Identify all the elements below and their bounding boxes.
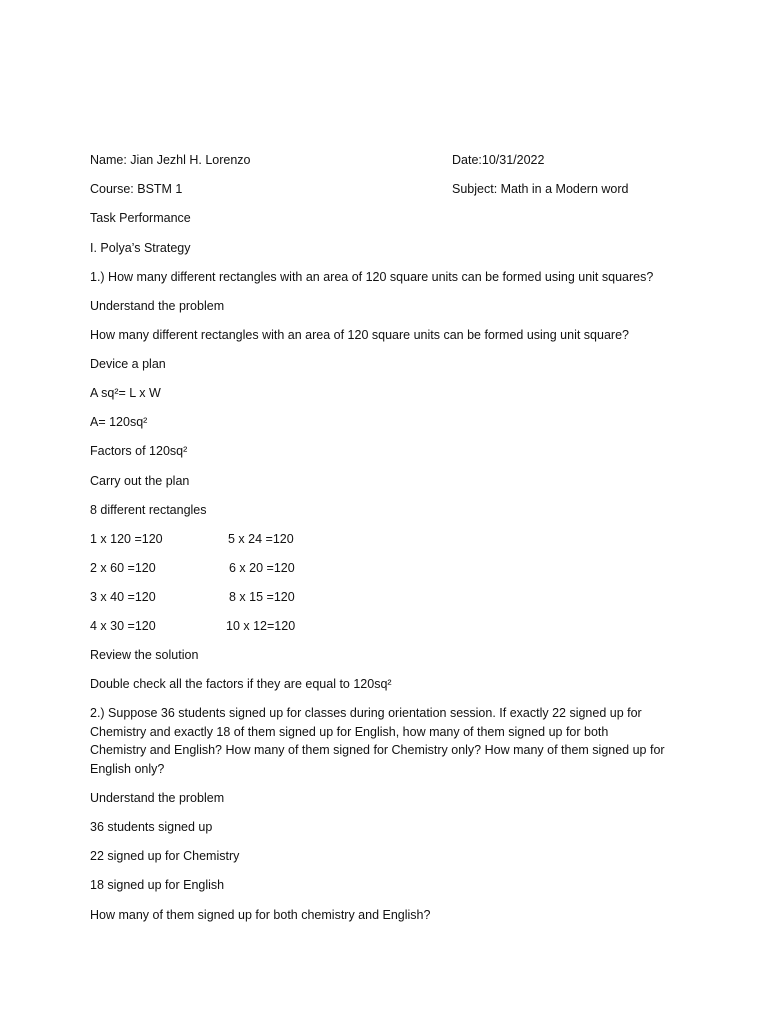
task-title: Task Performance [90,211,191,225]
plan-factors: Factors of 120sq² [90,444,188,458]
plan-formula: A sq²= L x W [90,386,161,400]
factor-left: 2 x 60 =120 [90,561,156,575]
understand-heading: Understand the problem [90,299,225,313]
factor-right: 6 x 20 =120 [229,561,295,575]
factor-left: 4 x 30 =120 [90,619,156,633]
problem2-line: 22 signed up for Chemistry [90,849,240,863]
carry-heading: Carry out the plan [90,474,190,488]
course: Course: BSTM 1 [90,182,183,196]
understand-text: How many different rectangles with an area of 120 square units can be formed using unit square? [90,328,629,342]
problem2-question: 2.) Suppose 36 students signed up for classes during orientation session. If exactly 22 signed up for Chemistry and exactly 18 of them signed up for English, how many of them signed up for both Chemistry and English? How many of them signed for Chemistry only? How many of them signed up for English only? [90,706,665,776]
student-name: Name: Jian Jezhl H. Lorenzo [90,153,251,167]
carry-text: 8 different rectangles [90,503,207,517]
factor-left: 1 x 120 =120 [90,532,163,546]
section-title: I. Polya’s Strategy [90,241,191,255]
review-text: Double check all the factors if they are equal to 120sq² [90,677,392,691]
plan-heading: Device a plan [90,357,166,371]
document-date: Date:10/31/2022 [452,153,545,167]
problem1-question: 1.) How many different rectangles with an area of 120 square units can be formed using unit squares? [90,270,654,284]
problem2-understand-heading: Understand the problem [90,791,225,805]
factor-right: 8 x 15 =120 [229,590,295,604]
problem2-line: How many of them signed up for both chemistry and English? [90,908,431,922]
factor-left: 3 x 40 =120 [90,590,156,604]
review-heading: Review the solution [90,648,199,662]
factor-right: 10 x 12=120 [226,619,296,633]
plan-area: A= 120sq² [90,415,148,429]
problem2-line: 18 signed up for English [90,878,225,892]
problem2-line: 36 students signed up [90,820,213,834]
subject: Subject: Math in a Modern word [452,182,629,196]
factor-right: 5 x 24 =120 [228,532,294,546]
